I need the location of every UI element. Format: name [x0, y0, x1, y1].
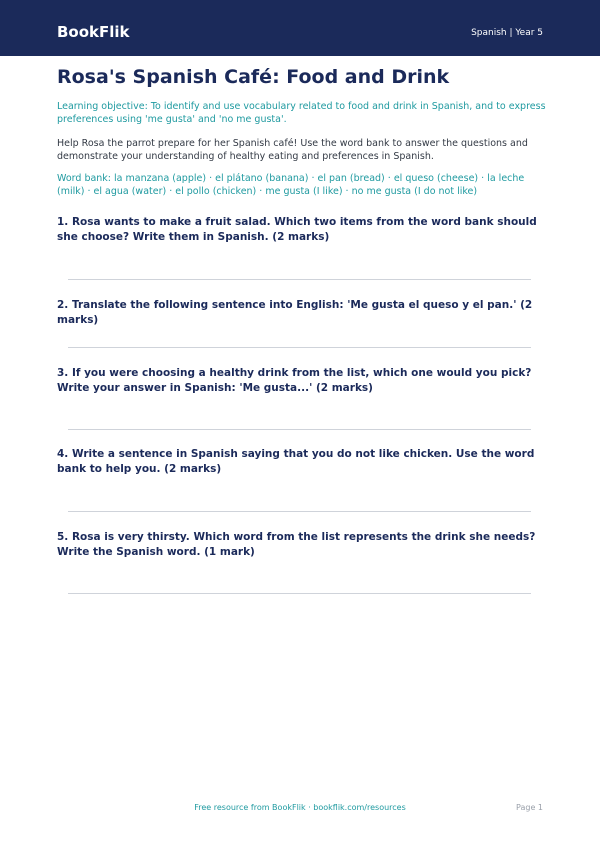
question-3: 3. If you were choosing a healthy drink from the list, which one would you pick? Write your answer in Spanish: 'Me gusta...' (2 marks)	[57, 367, 532, 394]
learning-objective: Learning objective: To identify and use vocabulary related to food and drink in Spanish, and to express preferences using 'me gusta' and 'no me gusta'.	[57, 101, 546, 125]
header-bar	[0, 0, 600, 56]
answer-line-3[interactable]	[68, 429, 531, 430]
answer-line-1[interactable]	[68, 279, 531, 280]
answer-line-5[interactable]	[68, 593, 531, 594]
footer-resource-link[interactable]: Free resource from BookFlik · bookflik.com/resources	[194, 803, 406, 812]
question-1: 1. Rosa wants to make a fruit salad. Which two items from the word bank should she choose? Write them in Spanish. (2 marks)	[57, 216, 537, 243]
brand-logo-text: BookFlik	[57, 23, 130, 41]
question-4: 4. Write a sentence in Spanish saying that you do not like chicken. Use the word bank to help you. (2 marks)	[57, 448, 535, 475]
page-number: Page 1	[516, 803, 543, 812]
answer-line-4[interactable]	[68, 511, 531, 512]
subject-year-label: Spanish | Year 5	[471, 28, 543, 38]
question-2: 2. Translate the following sentence into English: 'Me gusta el queso y el pan.' (2 marks)	[57, 299, 533, 326]
intro-text: Help Rosa the parrot prepare for her Spanish café! Use the word bank to answer the questions and demonstrate your understanding of healthy eating and preferences in Spanish.	[57, 138, 528, 162]
question-5: 5. Rosa is very thirsty. Which word from the list represents the drink she needs? Write the Spanish word. (1 mark)	[57, 531, 536, 558]
page-title: Rosa's Spanish Café: Food and Drink	[57, 66, 450, 88]
answer-line-2[interactable]	[68, 347, 531, 348]
word-bank: Word bank: la manzana (apple) · el plátano (banana) · el pan (bread) · el queso (cheese) · la leche (milk) · el agua (water) · el pollo (chicken) · me gusta (I like) · no me gusta (I do not like)	[57, 173, 525, 197]
